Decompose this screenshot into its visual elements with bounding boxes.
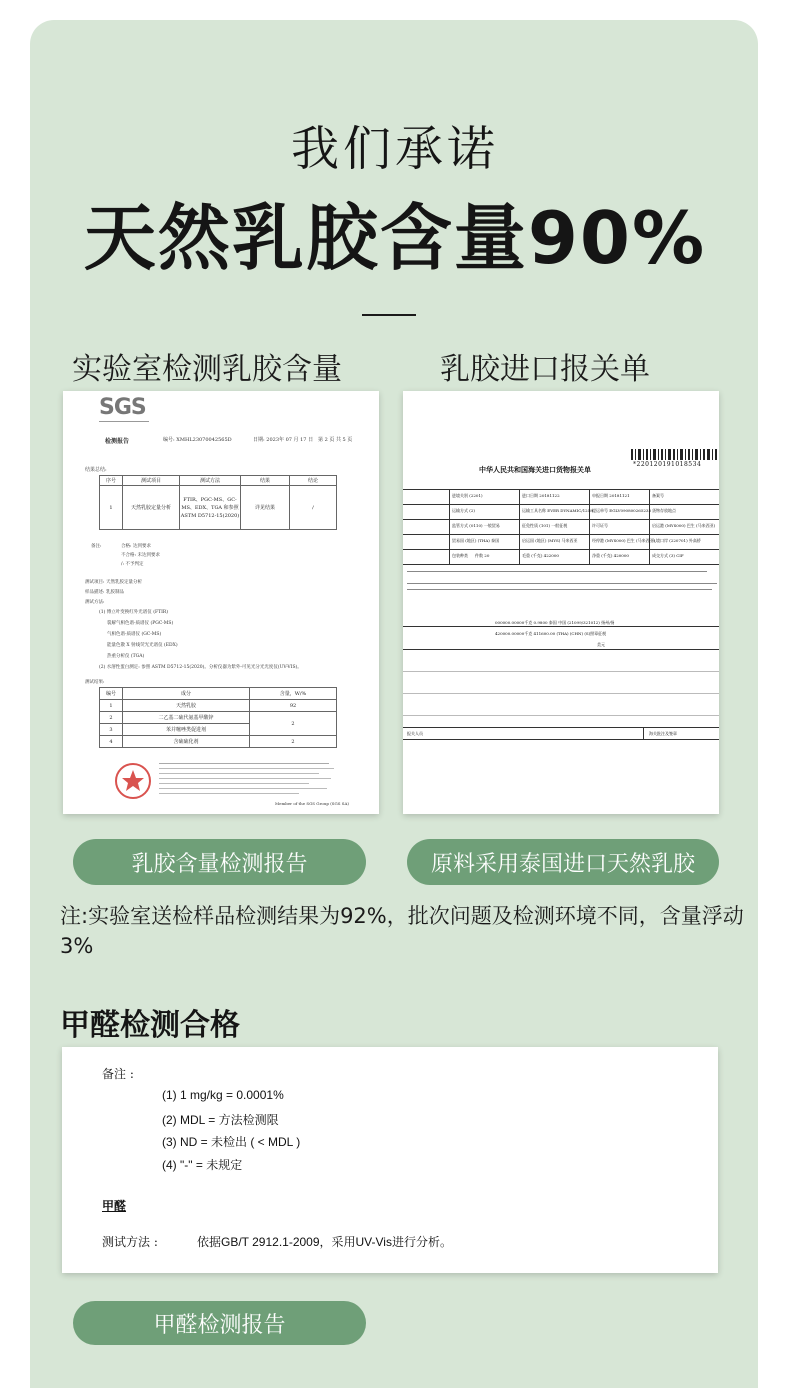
remark-line: 不合格: 未达到要求 xyxy=(121,553,160,558)
formaldehyde-title: 甲醛检测合格 xyxy=(60,1008,240,1043)
barcode-icon xyxy=(631,449,719,460)
customs-field: 件数 20 xyxy=(475,553,490,558)
customs-field: 进口日期 20181122 xyxy=(522,493,560,498)
result-cell: 二乙基二硫代氨基甲酸锌 xyxy=(123,712,250,724)
customs-field: 监管方式 (0110) 一般贸易 xyxy=(452,523,500,528)
customs-form-image xyxy=(403,391,719,814)
result-cell: 4 xyxy=(100,736,123,748)
method-text: 依据GB/T 2912.1-2009，采用UV-Vis进行分析。 xyxy=(197,1235,452,1249)
formaldehyde-report-image xyxy=(62,1047,718,1273)
latex-content-heading: 天然乳胶含量90% xyxy=(83,196,707,280)
method-line: 气相色谱-质谱仪 (GC-MS) xyxy=(107,632,162,637)
report-date: 日期: 2023年 07 月 17 日 xyxy=(253,437,314,443)
result-cell: 2 xyxy=(250,712,337,736)
summary-header: 测试项目 xyxy=(123,476,180,486)
goods-line: 420000.00000千克 411600.00 (THA) (CHN) (S)照章征税 xyxy=(495,631,607,636)
goods-currency: 美元 xyxy=(597,642,605,647)
result-table xyxy=(99,687,337,748)
remark-item: (2) MDL = 方法检测限 xyxy=(162,1113,279,1127)
customs-field: 许可证号 xyxy=(592,523,608,528)
test-note: 注:实验室送检样品检测结果为92%，批次问题及检测环境不同，含量浮动3% xyxy=(60,904,744,958)
remark-line: 备注: xyxy=(91,544,102,549)
customs-field: 货物存放地点 xyxy=(652,508,676,513)
summary-cell: 详见结果 xyxy=(241,486,290,530)
customs-field: 净重 (千克) 420000 xyxy=(592,553,629,558)
summary-cell: 天然乳胶定量分析 xyxy=(123,486,180,530)
sgs-logo: SGS xyxy=(99,395,146,420)
customs-form-title: 中华人民共和国海关进口货物报关单 xyxy=(479,465,591,474)
customs-field: 启运国 (地区) (MYS) 马来西亚 xyxy=(522,538,578,543)
report-footer: Member of the SGS Group (SGS SA) xyxy=(275,801,349,806)
summary-header: 结论 xyxy=(290,476,337,486)
summary-header: 序号 xyxy=(100,476,123,486)
sgs-report-image xyxy=(63,391,379,814)
customs-footer-left: 报关人员 xyxy=(407,731,423,736)
method-line: 热重分析仪 (TGA) xyxy=(107,654,145,659)
remark-item: (3) ND = 未检出 ( < MDL ) xyxy=(162,1135,301,1149)
remark-line: /: 不予判定 xyxy=(121,562,144,567)
result-cell: 92 xyxy=(250,700,337,712)
report-page: 第 2 页 共 5 页 xyxy=(318,437,353,443)
test-info: 测试方法: xyxy=(85,600,105,605)
result-header: 含量，W/% xyxy=(250,688,337,700)
result-header: 成分 xyxy=(123,688,250,700)
customs-field: 进境关别 (2201) xyxy=(452,493,483,498)
import-latex-button[interactable]: 原料采用泰国进口天然乳胶 xyxy=(407,839,719,885)
summary-cell: 1 xyxy=(100,486,123,530)
remark-item: (1) 1 mg/kg = 0.0001% xyxy=(162,1088,284,1102)
customs-field: 包装种类 xyxy=(452,553,468,558)
result-cell: 3 xyxy=(100,724,123,736)
method-label: 测试方法 : xyxy=(102,1235,158,1249)
customs-field: 运输工具名称 EVER DYNAMIC/1258 xyxy=(522,508,593,513)
remark-item: (4) "-" = 未规定 xyxy=(162,1158,243,1172)
remark-label: 备注 : xyxy=(102,1067,134,1081)
goods-line: 000000.00000千克 0.9800 泰国 中国 (21099/321012) 扬州/扬 xyxy=(495,620,615,625)
result-cell: 天然乳胶 xyxy=(123,700,250,712)
customs-field: 毛重 (千克) 422000 xyxy=(522,553,559,558)
result-cell: 1 xyxy=(100,700,123,712)
customs-field: 运输方式 (2) xyxy=(452,508,475,513)
result-label: 测试结果: xyxy=(85,680,105,685)
summary-cell: FTIR、PGC-MS、GC-MS、EDX、TGA 和参照 ASTM D5712-15(2020) xyxy=(180,486,241,530)
method-line: (1) 傅立叶变换红外光谱仪 (FTIR) xyxy=(99,610,169,615)
lab-test-title: 实验室检测乳胶含量 xyxy=(72,352,342,387)
customs-field: 提运单号 EGLV090800265233 xyxy=(592,508,651,513)
customs-field: 启运港 (MYS000) 巴生 (马来西亚) xyxy=(652,523,716,528)
formaldehyde-subhead: 甲醛 xyxy=(102,1199,127,1213)
customs-barcode-number: *220120191018534 xyxy=(633,461,702,468)
customs-field: 申报日期 20181121 xyxy=(592,493,630,498)
report-number: 编号: XMHL23070042565D xyxy=(163,437,232,443)
customs-field: 备案号 xyxy=(652,493,664,498)
customs-field: 征免性质 (101) 一般征税 xyxy=(522,523,568,528)
summary-header: 测试方法 xyxy=(180,476,241,486)
customs-field: 入境口岸 (220701) 外高桥 xyxy=(652,538,701,543)
test-info: 样品描述: 乳胶制品 xyxy=(85,590,124,595)
customs-title: 乳胶进口报关单 xyxy=(440,352,650,387)
result-header: 编号 xyxy=(100,688,123,700)
summary-table xyxy=(99,475,337,530)
heading-divider xyxy=(362,314,416,316)
summary-cell: / xyxy=(290,486,337,530)
remark-line: 合格: 达到要求 xyxy=(121,544,151,549)
method-line: (2) 水溶性蛋白测定: 参照 ASTM D5712-15(2020)。分析仪器为紫外-可见光分光光度仪(UV-VIS)。 xyxy=(99,665,302,670)
method-line: 裂解气相色谱-质谱仪 (PGC-MS) xyxy=(107,621,174,626)
customs-footer-right: 海关批注及签章 xyxy=(649,731,677,736)
customs-field: 贸易国 (地区) (THA) 泰国 xyxy=(452,538,500,543)
result-cell: 苯并噻唑类促进剂 xyxy=(123,724,250,736)
result-cell: 2 xyxy=(100,712,123,724)
official-stamp-icon xyxy=(113,761,153,801)
result-cell: 2 xyxy=(250,736,337,748)
latex-report-button[interactable]: 乳胶含量检测报告 xyxy=(73,839,366,885)
customs-field: 成交方式 (3) CIF xyxy=(652,553,684,558)
formaldehyde-report-button[interactable]: 甲醛检测报告 xyxy=(73,1301,366,1345)
summary-header: 结果 xyxy=(241,476,290,486)
method-line: 能量色散 X 射线荧光光谱仪 (EDX) xyxy=(107,643,178,648)
result-cell: 含硫硫化剂 xyxy=(123,736,250,748)
summary-label: 结果总结: xyxy=(85,467,107,473)
customs-field: 经停港 (MYS000) 巴生 (马来西亚) xyxy=(592,538,656,543)
report-title: 检测报告 xyxy=(105,438,130,445)
test-info: 测试项目: 天然乳胶定量分析 xyxy=(85,580,142,585)
promise-heading: 我们承诺 xyxy=(290,121,499,177)
